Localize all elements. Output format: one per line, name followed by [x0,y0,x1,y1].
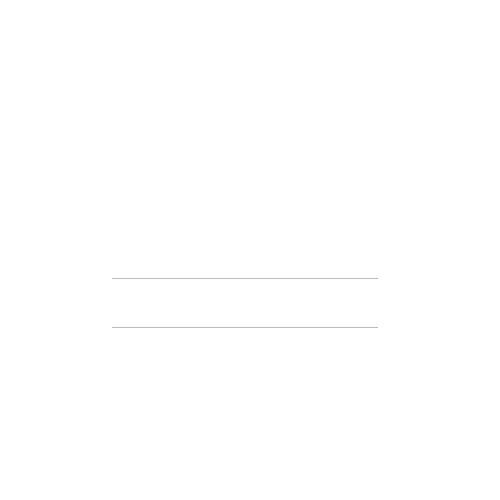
udc-bbk-codes [112,4,378,24]
original-rights-info [256,242,384,276]
original-title-info [112,242,240,276]
annotation [112,112,378,256]
divider [112,278,378,279]
print-details-left [112,330,240,372]
isbn-bottom [112,446,232,466]
bibliographic-record [112,44,378,76]
production-credits-right [256,282,384,326]
footnote [112,476,378,498]
production-credits-left [112,282,240,326]
publisher-address [112,384,378,440]
print-details-right [256,330,384,372]
isbn-lines [112,86,378,106]
copyright-notice [250,446,378,472]
divider [112,327,378,328]
author-heading [112,28,378,38]
